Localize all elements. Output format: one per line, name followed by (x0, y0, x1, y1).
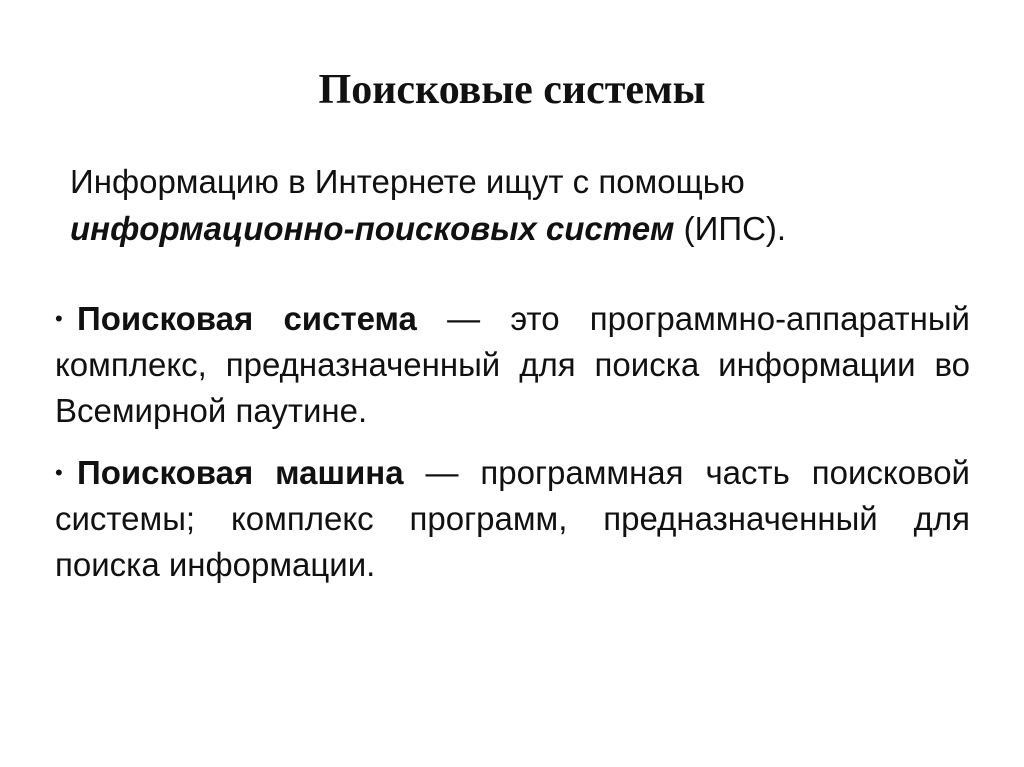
intro-after-term: (ИПС). (674, 210, 787, 247)
intro-paragraph (70, 158, 970, 252)
list-item (55, 450, 970, 588)
bullet-text: — программная часть поисковой системы; комплекс программ, предназначенный для поиска информации. (55, 454, 970, 583)
definition-list (55, 296, 970, 604)
bullet-term: Поисковая машина (77, 454, 404, 491)
bullet-text: — это программно-аппаратный комплекс, предназначенный для поиска информации во Всемирной паутине. (55, 300, 970, 429)
intro-line1: Информацию в Интернете ищут с помощью (70, 163, 745, 200)
slide-title: Поисковые системы (318, 67, 706, 113)
list-item (55, 296, 970, 434)
bullet-term: Поисковая система (77, 300, 417, 337)
bullet-icon: • (55, 460, 63, 485)
intro-term: информационно-поисковых систем (70, 210, 675, 247)
bullet-icon: • (55, 306, 63, 331)
